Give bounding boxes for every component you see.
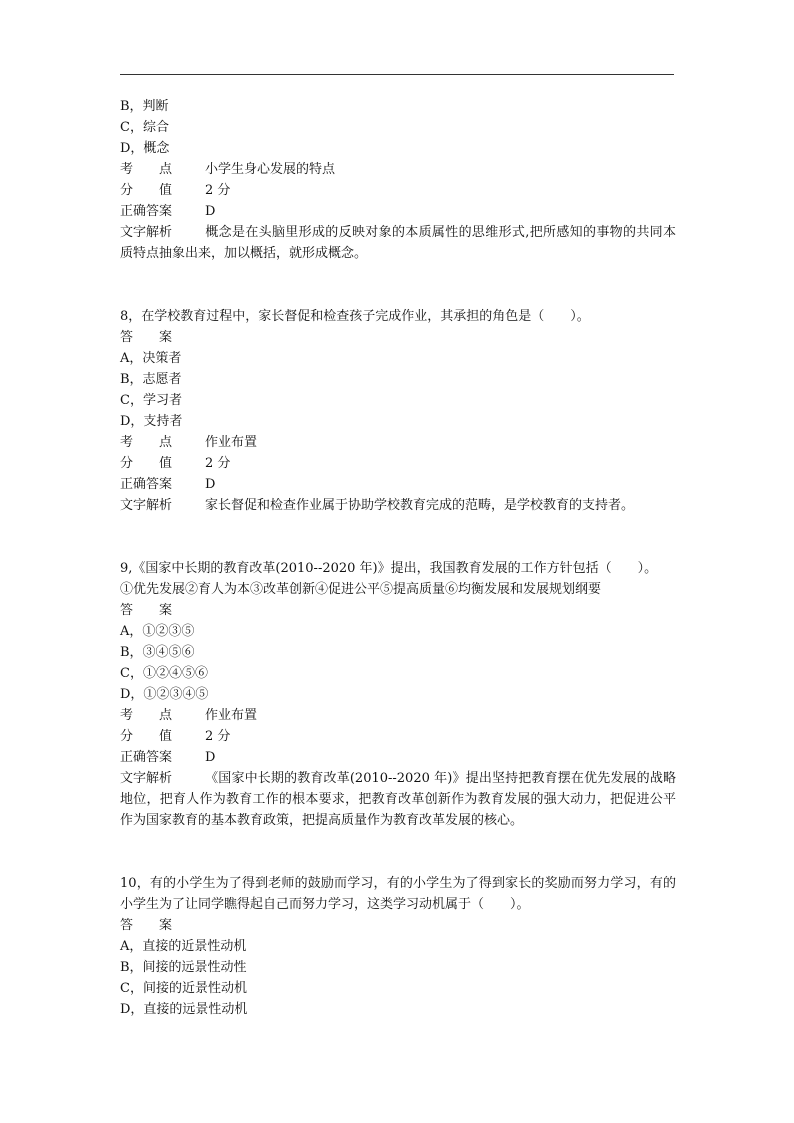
- score-value: 2 分: [205, 183, 231, 198]
- knowledge-point-label: 考 点: [120, 708, 173, 723]
- analysis-text: 家长督促和检查作业属于协助学校教育完成的范畴，是学校教育的支持者。: [205, 498, 635, 513]
- spacer: [120, 831, 676, 873]
- option-a: A，决策者: [120, 351, 182, 366]
- score-label: 分 值: [120, 183, 173, 198]
- score-row: [120, 726, 676, 747]
- question-8-text: 8，在学校教育过程中，家长督促和检查孩子完成作业，其承担的角色是（ ）。: [120, 309, 590, 324]
- document-content: [120, 96, 676, 1020]
- option-d: D，直接的远景性动机: [120, 1002, 248, 1017]
- knowledge-point-label: 考 点: [120, 435, 173, 450]
- option-d: D，①②③④⑤: [120, 687, 209, 702]
- option-a: A，直接的近景性动机: [120, 939, 247, 954]
- analysis-label: 文字解析: [120, 771, 173, 786]
- option-d: D，概念: [120, 141, 170, 156]
- correct-answer-value: D: [205, 750, 216, 765]
- score-label: 分 值: [120, 729, 173, 744]
- option-c: C，①②④⑤⑥: [120, 666, 208, 681]
- analysis-paragraph: [120, 222, 676, 264]
- score-row: [120, 180, 676, 201]
- correct-answer-row: [120, 474, 676, 495]
- option-b: B，判断: [120, 99, 169, 114]
- correct-answer-label: 正确答案: [120, 750, 173, 765]
- knowledge-point-row: [120, 705, 676, 726]
- question-10-text: 10，有的小学生为了得到老师的鼓励而学习，有的小学生为了得到家长的奖励而努力学习，有的小学生为了让同学瞧得起自己而努力学习，这类学习动机属于（ ）。: [120, 876, 676, 912]
- option-c: C，间接的近景性动机: [120, 981, 247, 996]
- spacer: [120, 516, 676, 558]
- knowledge-point-row: [120, 432, 676, 453]
- correct-answer-row: [120, 201, 676, 222]
- correct-answer-label: 正确答案: [120, 204, 173, 219]
- analysis-paragraph: [120, 768, 676, 831]
- answer-label: 答 案: [120, 330, 173, 345]
- header-rule: [120, 74, 674, 75]
- option-b: B，③④⑤⑥: [120, 645, 195, 660]
- knowledge-point-value: 作业布置: [205, 708, 258, 723]
- analysis-text: 《国家中长期的教育改革(2010--2020 年)》提出坚持把教育摆在优先发展的战略地位，把育人作为教育工作的根本要求，把教育改革创新作为教育发展的强大动力，把促进公平作为国家教育的基本教育政策，把提高质量作为教育改革发展的核心。: [120, 771, 676, 828]
- correct-answer-label: 正确答案: [120, 477, 173, 492]
- correct-answer-row: [120, 747, 676, 768]
- question-9-items: ①优先发展②育人为本③改革创新④促进公平⑤提高质量⑥均衡发展和发展规划纲要: [120, 582, 602, 597]
- analysis-text: 概念是在头脑里形成的反映对象的本质属性的思维形式,把所感知的事物的共同本质特点抽象出来，加以概括，就形成概念。: [120, 225, 676, 261]
- score-value: 2 分: [205, 729, 231, 744]
- knowledge-point-label: 考 点: [120, 162, 173, 177]
- knowledge-point-value: 作业布置: [205, 435, 258, 450]
- option-a: A，①②③⑤: [120, 624, 195, 639]
- knowledge-point-row: [120, 159, 676, 180]
- score-label: 分 值: [120, 456, 173, 471]
- spacer: [120, 264, 676, 306]
- score-row: [120, 453, 676, 474]
- answer-label: 答 案: [120, 603, 173, 618]
- option-c: C，学习者: [120, 393, 182, 408]
- option-b: B，间接的远景性动性: [120, 960, 247, 975]
- answer-label: 答 案: [120, 918, 173, 933]
- correct-answer-value: D: [205, 477, 216, 492]
- question-9-text: 9,《国家中长期的教育改革(2010--2020 年)》提出，我国教育发展的工作方针包括（ ）。: [120, 561, 658, 576]
- correct-answer-value: D: [205, 204, 216, 219]
- score-value: 2 分: [205, 456, 231, 471]
- option-b: B，志愿者: [120, 372, 182, 387]
- knowledge-point-value: 小学生身心发展的特点: [205, 162, 336, 177]
- analysis-paragraph: [120, 495, 676, 516]
- analysis-label: 文字解析: [120, 498, 173, 513]
- option-d: D，支持者: [120, 414, 183, 429]
- analysis-label: 文字解析: [120, 225, 173, 240]
- option-c: C，综合: [120, 120, 169, 135]
